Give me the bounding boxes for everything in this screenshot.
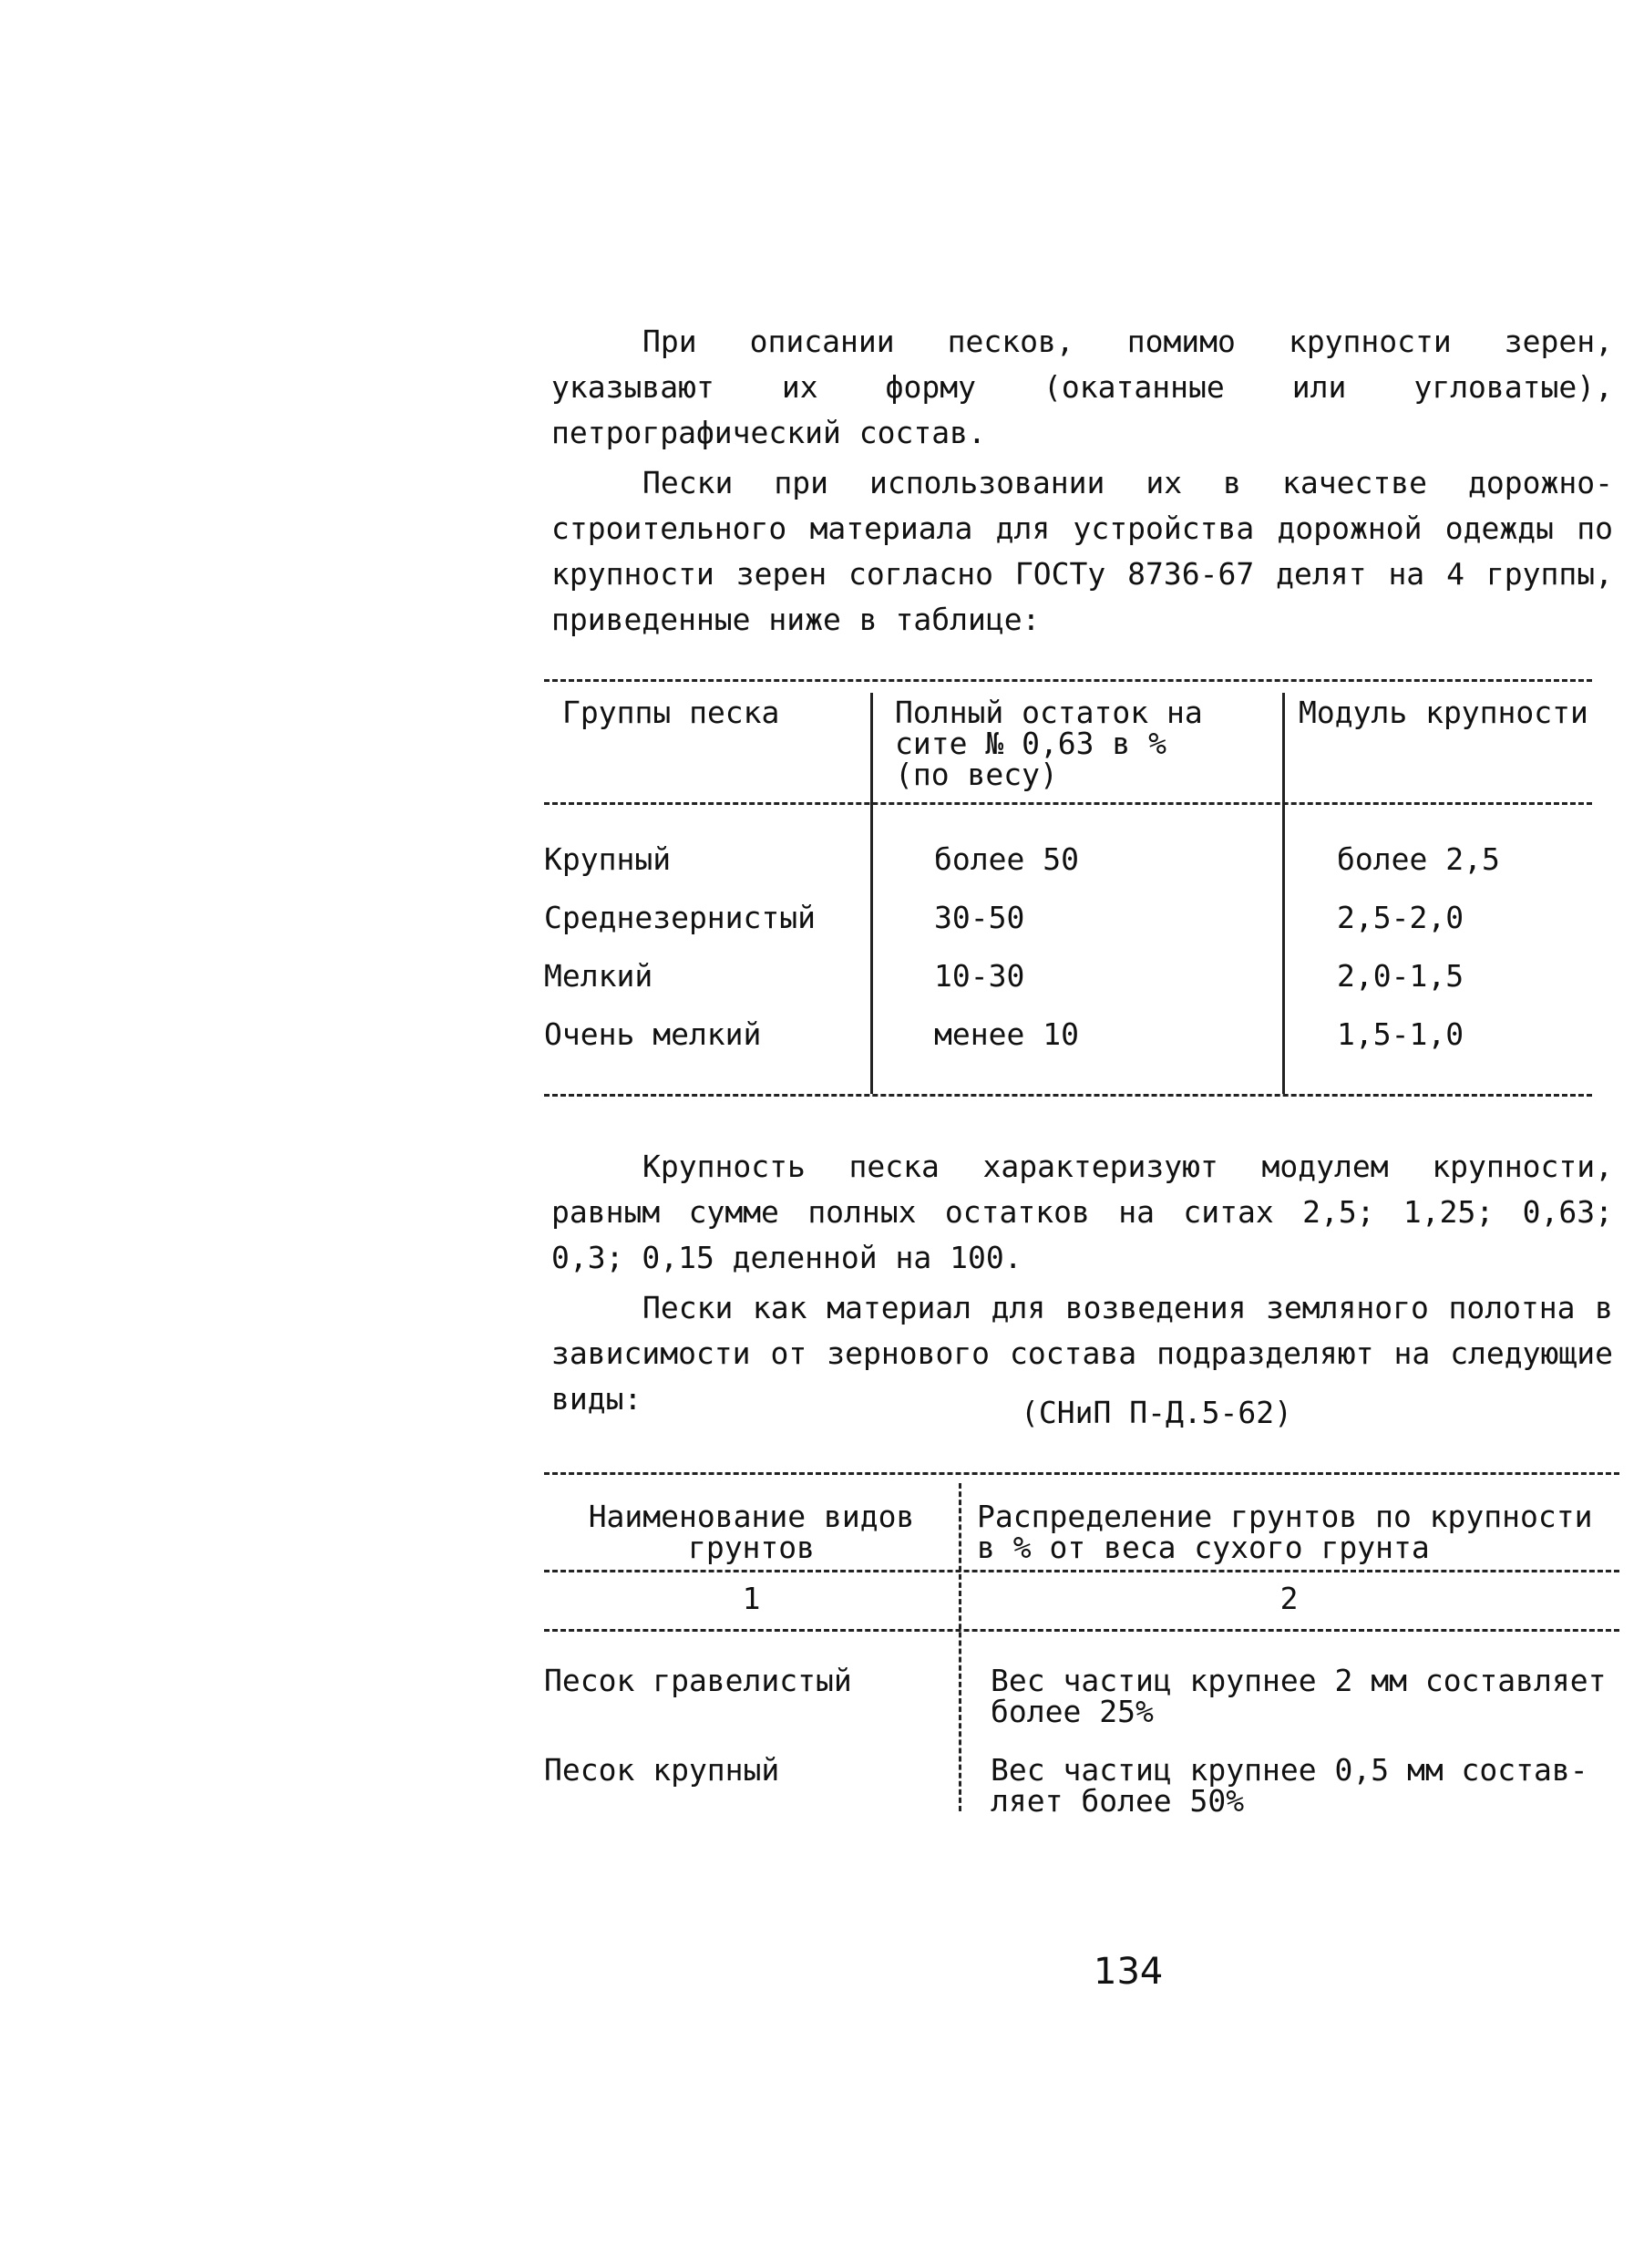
table-cell: Вес частиц крупнее 0,5 мм состав- ляет более 50% xyxy=(991,1752,1588,1819)
table-header-cell: Распределение грунтов по крупности в % от веса сухого грунта xyxy=(977,1499,1593,1565)
table-cell: Песок гравелистый xyxy=(544,1663,852,1698)
table-cell: более 50 xyxy=(934,841,1079,877)
table-header-cell: Модуль крупности xyxy=(1299,695,1588,730)
table-column-number: 2 xyxy=(1279,1581,1299,1616)
table-cell: Песок крупный xyxy=(544,1752,780,1788)
table-cell: менее 10 xyxy=(934,1016,1079,1052)
table-cell: 1,5-1,0 xyxy=(1337,1016,1464,1052)
paragraph-soil-types: Пески как материал для возведения земляного полотна в зависимости от зернового состава подразделяют на следующие виды: xyxy=(551,1290,1613,1417)
table-cell: 30-50 xyxy=(934,900,1025,935)
paragraph-sand-description: При описании песков, помимо крупности зерен, указывают их форму (окатанные или угловатые), петрографический состав. xyxy=(551,324,1613,450)
standard-reference: (СНиП П-Д.5-62) xyxy=(1021,1395,1293,1430)
table-rule-header xyxy=(544,1570,1619,1572)
table-cell: Мелкий xyxy=(544,958,653,994)
table-rule-bottom xyxy=(544,1094,1592,1097)
table-header-cell: Наименование видов грунтов xyxy=(588,1499,915,1565)
table-cell: Очень мелкий xyxy=(544,1016,762,1052)
soil-types-table xyxy=(544,1472,1619,1837)
table-cell: Среднезернистый xyxy=(544,900,817,935)
sand-groups-table xyxy=(544,679,1592,1098)
table-cell: Вес частиц крупнее 2 мм составляет более 25% xyxy=(991,1663,1607,1729)
table-column-number: 1 xyxy=(742,1581,761,1616)
table-rule-header xyxy=(544,802,1592,805)
table-column-divider xyxy=(959,1483,961,1811)
table-rule-numbers xyxy=(544,1629,1619,1632)
paragraph-fineness-modulus: Крупность песка характеризуют модулем крупности, равным сумме полных остатков на ситах 2,5; 1,25; 0,63; 0,3; 0,15 деленной на 100. xyxy=(551,1149,1613,1275)
table-cell: 2,5-2,0 xyxy=(1337,900,1464,935)
table-header-cell: Группы песка xyxy=(562,695,780,730)
paragraph-sand-groups: Пески при использовании их в качестве дорожно-строительного материала для устройства дорожной одежды по крупности зерен согласно ГОСТу 8736-67 делят на 4 группы, приведенные ниже в таблице: xyxy=(551,465,1613,637)
table-cell: Крупный xyxy=(544,841,672,877)
table-column-divider xyxy=(1282,693,1285,1094)
table-cell: 2,0-1,5 xyxy=(1337,958,1464,994)
table-column-divider xyxy=(870,693,873,1094)
table-rule-top xyxy=(544,1472,1619,1475)
table-cell: более 2,5 xyxy=(1337,841,1500,877)
table-cell: 10-30 xyxy=(934,958,1025,994)
table-header-cell: Полный остаток на сите № 0,63 в % (по весу) xyxy=(895,695,1203,792)
page-number: 134 xyxy=(1094,1951,1164,1993)
table-rule-top xyxy=(544,679,1592,682)
